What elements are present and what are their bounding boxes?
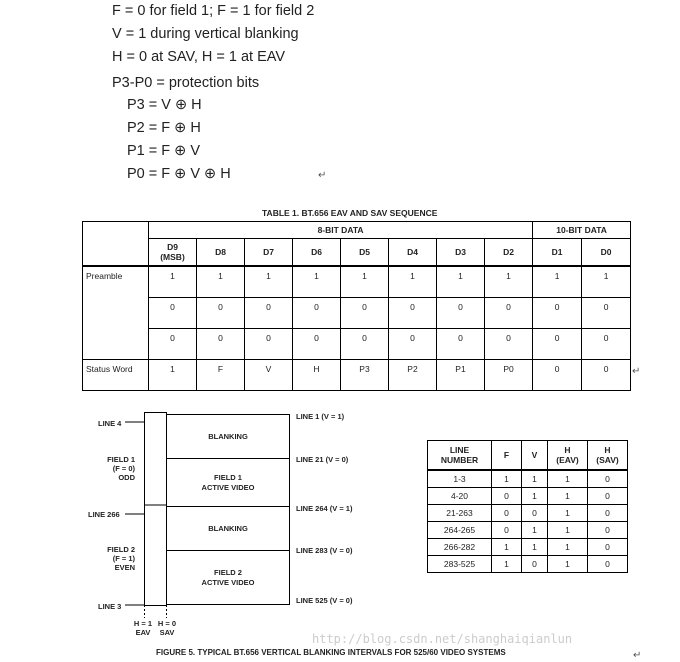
col-header: F bbox=[492, 441, 522, 471]
label-line21: LINE 21 (V = 0) bbox=[296, 455, 349, 464]
table-cell: 1 bbox=[522, 522, 548, 539]
table-cell: 1 bbox=[548, 522, 588, 539]
table-cell: 0 bbox=[588, 488, 628, 505]
eav-sav-table bbox=[82, 221, 631, 391]
return-mark: ↵ bbox=[633, 650, 642, 661]
row-label-status-word: Status Word bbox=[83, 360, 149, 391]
label-line1: LINE 1 (V = 1) bbox=[296, 412, 345, 421]
field1-active-label: FIELD 1 ACTIVE VIDEO bbox=[201, 472, 255, 492]
table-cell: 1 bbox=[492, 556, 522, 573]
table-cell: 1 bbox=[548, 470, 588, 488]
table-cell: P3 bbox=[341, 360, 389, 391]
table-cell: 0 bbox=[293, 329, 341, 360]
col-header: D0 bbox=[582, 239, 631, 267]
table-cell: 0 bbox=[389, 329, 437, 360]
blanking-label: BLANKING bbox=[208, 523, 248, 533]
table-cell: 0 bbox=[588, 522, 628, 539]
line-number-table bbox=[427, 440, 628, 573]
field1-active-box bbox=[166, 458, 290, 507]
label-line525: LINE 525 (V = 0) bbox=[296, 596, 353, 605]
corner-cell bbox=[83, 222, 149, 267]
table-cell: 0 bbox=[588, 505, 628, 522]
col-header: D6 bbox=[293, 239, 341, 267]
col-header: D7 bbox=[245, 239, 293, 267]
table-cell: 0 bbox=[533, 360, 582, 391]
label-field1: FIELD 1 (F = 0) ODD bbox=[107, 455, 135, 482]
equation-p0: P0 = F ⊕ V ⊕ H bbox=[127, 166, 231, 182]
table-cell: 0 bbox=[341, 298, 389, 329]
equation-horizontal: H = 0 at SAV, H = 1 at EAV bbox=[112, 49, 286, 65]
table-cell: 1 bbox=[341, 266, 389, 298]
equation-protection: P3-P0 = protection bits bbox=[112, 75, 260, 91]
col-header: H (EAV) bbox=[548, 441, 588, 471]
table-cell: 1 bbox=[533, 266, 582, 298]
table-cell: P0 bbox=[485, 360, 533, 391]
table-cell: 1 bbox=[149, 360, 197, 391]
table-cell: 0 bbox=[522, 505, 548, 522]
table-cell: 0 bbox=[492, 505, 522, 522]
table-cell: P1 bbox=[437, 360, 485, 391]
table-cell: 0 bbox=[485, 298, 533, 329]
col-header: H (SAV) bbox=[588, 441, 628, 471]
blanking-label: BLANKING bbox=[208, 431, 248, 441]
col-header: D2 bbox=[485, 239, 533, 267]
blanking-box-2 bbox=[166, 506, 290, 551]
col-header: D9 (MSB) bbox=[149, 239, 197, 267]
table-cell: 1 bbox=[522, 539, 548, 556]
table-cell: 0 bbox=[293, 298, 341, 329]
table-cell: 21-263 bbox=[428, 505, 492, 522]
table-cell: 0 bbox=[341, 329, 389, 360]
table-cell: P2 bbox=[389, 360, 437, 391]
table-cell: 0 bbox=[588, 470, 628, 488]
label-line3: LINE 3 bbox=[98, 602, 122, 611]
table1-title: TABLE 1. BT.656 EAV AND SAV SEQUENCE bbox=[262, 208, 438, 218]
label-field2: FIELD 2 (F = 1) EVEN bbox=[107, 545, 135, 572]
table-cell: 1 bbox=[197, 266, 245, 298]
table-cell: 1 bbox=[522, 488, 548, 505]
table-cell: 0 bbox=[582, 329, 631, 360]
col-header: D4 bbox=[389, 239, 437, 267]
table-cell: 0 bbox=[533, 329, 582, 360]
table-cell: 283-525 bbox=[428, 556, 492, 573]
table-cell: 0 bbox=[492, 488, 522, 505]
equation-p2: P2 = F ⊕ H bbox=[127, 120, 201, 136]
equation-p3: P3 = V ⊕ H bbox=[127, 97, 202, 113]
table-cell: 1 bbox=[548, 539, 588, 556]
table-cell: F bbox=[197, 360, 245, 391]
table-cell: 1 bbox=[485, 266, 533, 298]
table-cell: 0 bbox=[245, 298, 293, 329]
return-mark: ↵ bbox=[632, 366, 641, 377]
col-header: D5 bbox=[341, 239, 389, 267]
table-cell: H bbox=[293, 360, 341, 391]
label-line283: LINE 283 (V = 0) bbox=[296, 546, 353, 555]
table-cell: 266-282 bbox=[428, 539, 492, 556]
field2-active-label: FIELD 2 ACTIVE VIDEO bbox=[201, 567, 255, 587]
table-cell: 4-20 bbox=[428, 488, 492, 505]
group-10bit: 10-BIT DATA bbox=[533, 222, 631, 239]
table-cell: 0 bbox=[197, 298, 245, 329]
table-cell: 0 bbox=[149, 298, 197, 329]
table-cell: 264-265 bbox=[428, 522, 492, 539]
table-cell: 1 bbox=[245, 266, 293, 298]
table-cell: 0 bbox=[533, 298, 582, 329]
table-cell: 1 bbox=[522, 470, 548, 488]
label-sav: H = 0 SAV bbox=[157, 619, 177, 637]
table-cell: 0 bbox=[245, 329, 293, 360]
label-line266: LINE 266 bbox=[88, 510, 120, 519]
table-cell: 0 bbox=[389, 298, 437, 329]
table-cell: 1 bbox=[548, 556, 588, 573]
col-header: LINE NUMBER bbox=[428, 441, 492, 471]
col-header: D8 bbox=[197, 239, 245, 267]
table-cell: 0 bbox=[149, 329, 197, 360]
table-cell: 0 bbox=[582, 298, 631, 329]
table-cell: 0 bbox=[437, 298, 485, 329]
col-header: D3 bbox=[437, 239, 485, 267]
eav-sav-strip bbox=[145, 413, 167, 606]
table-cell: 0 bbox=[485, 329, 533, 360]
field2-active-box bbox=[166, 550, 290, 605]
table-cell: 1-3 bbox=[428, 470, 492, 488]
table-cell: 1 bbox=[149, 266, 197, 298]
equation-field: F = 0 for field 1; F = 1 for field 2 bbox=[112, 3, 315, 19]
table-cell: 1 bbox=[548, 488, 588, 505]
table-cell: 0 bbox=[522, 556, 548, 573]
table-cell: 0 bbox=[197, 329, 245, 360]
row-label-preamble: Preamble bbox=[83, 266, 149, 360]
table-cell: 1 bbox=[492, 470, 522, 488]
table-cell: 1 bbox=[492, 539, 522, 556]
table-cell: 1 bbox=[389, 266, 437, 298]
equation-p1: P1 = F ⊕ V bbox=[127, 143, 200, 159]
table-cell: 0 bbox=[492, 522, 522, 539]
return-mark: ↵ bbox=[318, 170, 327, 181]
table-cell: 0 bbox=[582, 360, 631, 391]
table-cell: 1 bbox=[437, 266, 485, 298]
blanking-box-1 bbox=[166, 414, 290, 459]
figure-caption: FIGURE 5. TYPICAL BT.656 VERTICAL BLANKING INTERVALS FOR 525/60 VIDEO SYSTEMS bbox=[156, 648, 506, 657]
table-cell: 0 bbox=[588, 539, 628, 556]
col-header: D1 bbox=[533, 239, 582, 267]
watermark: http://blog.csdn.net/shanghaiqianlun bbox=[312, 632, 573, 646]
col-header: V bbox=[522, 441, 548, 471]
table-cell: 1 bbox=[582, 266, 631, 298]
equation-vertical: V = 1 during vertical blanking bbox=[112, 26, 299, 42]
table-cell: 0 bbox=[588, 556, 628, 573]
table-cell: 0 bbox=[437, 329, 485, 360]
table-cell: 1 bbox=[548, 505, 588, 522]
label-eav: H = 1 EAV bbox=[133, 619, 153, 637]
label-line4: LINE 4 bbox=[98, 419, 122, 428]
table-cell: 1 bbox=[293, 266, 341, 298]
group-8bit: 8-BIT DATA bbox=[149, 222, 533, 239]
table-cell: V bbox=[245, 360, 293, 391]
label-line264: LINE 264 (V = 1) bbox=[296, 504, 353, 513]
